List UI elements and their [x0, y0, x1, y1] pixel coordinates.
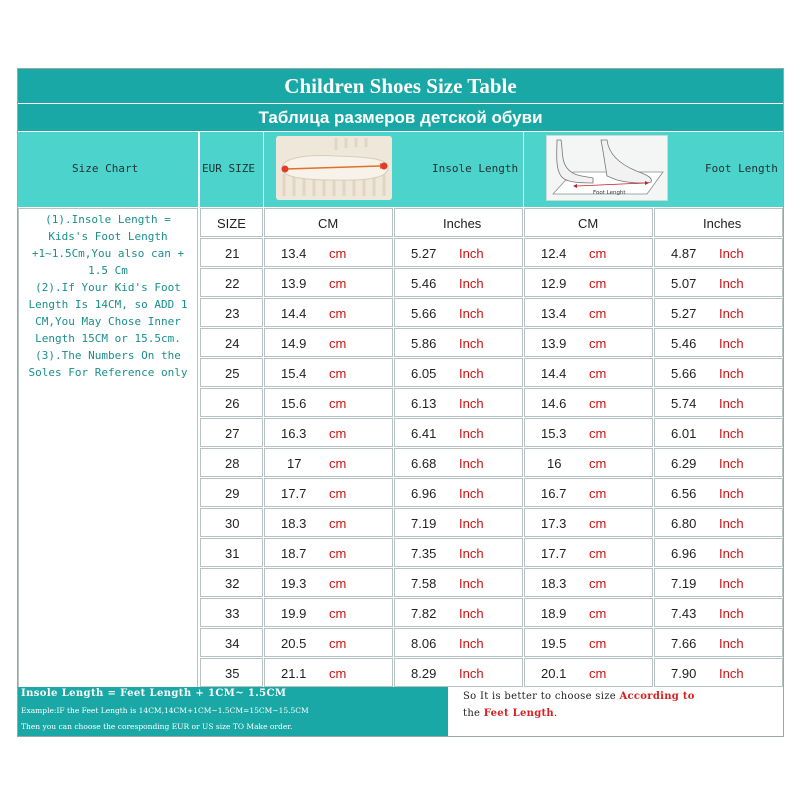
unit-label: Inch — [719, 306, 744, 321]
insole-cm-cell — [264, 418, 393, 447]
insole-in-cell — [394, 598, 523, 627]
measure-value: 19.3 — [281, 576, 307, 591]
unit-label: Inch — [459, 306, 484, 321]
header-eur-size — [200, 132, 264, 207]
foot-in-cell — [654, 268, 783, 297]
measure-value: 17.7 — [281, 486, 307, 501]
foot-in-cell — [654, 238, 783, 267]
table-row — [200, 328, 783, 357]
size-value: 25 — [225, 366, 240, 381]
measure-value: 8.06 — [411, 636, 437, 651]
unit-label: cm — [329, 606, 347, 621]
table-row — [200, 298, 783, 327]
measure-value: 6.29 — [671, 456, 697, 471]
size-value: 31 — [225, 546, 240, 561]
unit-label: Inch — [719, 516, 744, 531]
unit-label: Inch — [719, 546, 744, 561]
table-row — [200, 568, 783, 597]
unit-label: cm — [329, 516, 347, 531]
size-table-frame — [17, 68, 784, 737]
unit-label: cm — [329, 276, 347, 291]
insole-in-cell — [394, 478, 523, 507]
insole-in-cell — [394, 448, 523, 477]
foot-cm-cell — [524, 448, 653, 477]
size-value: 35 — [225, 666, 240, 681]
unit-label: Inch — [719, 336, 744, 351]
unit-label: cm — [329, 396, 347, 411]
footer-tip-emphasis-1: According to — [619, 691, 695, 702]
unit-label: cm — [589, 606, 607, 621]
foot-in-cell — [654, 658, 783, 687]
size-value: 27 — [225, 426, 240, 441]
measure-value: 6.80 — [671, 516, 697, 531]
measure-value: 19.5 — [541, 636, 567, 651]
measure-value: 16.3 — [281, 426, 307, 441]
page-title: Children Shoes Size Table — [18, 69, 783, 103]
measure-value: 18.9 — [541, 606, 567, 621]
insole-in-cell — [394, 628, 523, 657]
size-value: 22 — [225, 276, 240, 291]
measure-value: 5.27 — [671, 306, 697, 321]
size-col-header: SIZE — [200, 208, 263, 237]
insole-cm-cell — [264, 448, 393, 477]
insole-cm-cell — [264, 658, 393, 687]
measure-value: 14.6 — [541, 396, 567, 411]
size-value: 30 — [225, 516, 240, 531]
insole-in-cell — [394, 358, 523, 387]
unit-label: Inch — [459, 546, 484, 561]
measure-value: 7.66 — [671, 636, 697, 651]
eur-size-label: EUR SIZE — [202, 162, 255, 175]
foot-in-cell — [654, 598, 783, 627]
unit-label: cm — [329, 366, 347, 381]
foot-image-caption: Foot Lenght — [593, 190, 626, 196]
unit-label: cm — [589, 546, 607, 561]
unit-label: cm — [589, 486, 607, 501]
unit-label: cm — [589, 336, 607, 351]
table-row — [200, 268, 783, 297]
measure-value: 18.3 — [541, 576, 567, 591]
unit-label: Inch — [459, 486, 484, 501]
size-cell — [200, 388, 263, 417]
unit-label: Inch — [459, 576, 484, 591]
footer-tip-end: . — [554, 708, 558, 719]
unit-label: Inch — [459, 456, 484, 471]
page-subtitle: Таблица размеров детской обуви — [18, 104, 783, 131]
footer-tip-text-2: the — [463, 708, 484, 719]
insole-cm-cell — [264, 568, 393, 597]
unit-label: Inch — [459, 246, 484, 261]
footer-formula: Insole Length = Feet Length + 1CM~ 1.5CM — [21, 688, 287, 699]
table-row — [200, 538, 783, 567]
unit-label: cm — [589, 426, 607, 441]
unit-label: Inch — [459, 636, 484, 651]
unit-label: Inch — [459, 276, 484, 291]
insole-in-cell — [394, 238, 523, 267]
unit-label: Inch — [459, 426, 484, 441]
table-row — [200, 418, 783, 447]
foot-cm-cell — [524, 628, 653, 657]
size-cell — [200, 298, 263, 327]
size-value: 21 — [225, 246, 240, 261]
foot-cm-cell — [524, 238, 653, 267]
measure-value: 13.9 — [281, 276, 307, 291]
insole-length-label: Insole Length — [432, 162, 519, 175]
unit-label: cm — [329, 546, 347, 561]
foot-in-cell — [654, 418, 783, 447]
measure-value: 15.6 — [281, 396, 307, 411]
measure-value: 5.27 — [411, 246, 437, 261]
measure-value: 6.41 — [411, 426, 437, 441]
insole-cm-header: CM — [264, 208, 393, 237]
foot-cm-cell — [524, 658, 653, 687]
measure-value: 5.66 — [411, 306, 437, 321]
foot-inches-header: Inches — [654, 208, 783, 237]
insole-cm-cell — [264, 358, 393, 387]
measure-value: 15.4 — [281, 366, 307, 381]
measure-value: 5.74 — [671, 396, 697, 411]
insole-in-cell — [394, 658, 523, 687]
unit-label: Inch — [459, 606, 484, 621]
unit-label: cm — [589, 276, 607, 291]
measure-value: 20.1 — [541, 666, 567, 681]
measure-value: 13.4 — [541, 306, 567, 321]
size-value: 24 — [225, 336, 240, 351]
measure-value: 5.46 — [671, 336, 697, 351]
footer — [18, 687, 783, 736]
size-cell — [200, 448, 263, 477]
unit-label: cm — [329, 246, 347, 261]
measure-value: 16 — [547, 456, 562, 471]
measure-value: 7.19 — [411, 516, 437, 531]
unit-label: Inch — [459, 516, 484, 531]
measure-value: 6.05 — [411, 366, 437, 381]
size-value: 28 — [225, 456, 240, 471]
measure-value: 7.43 — [671, 606, 697, 621]
unit-label: Inch — [459, 396, 484, 411]
insole-cm-cell — [264, 388, 393, 417]
unit-label: cm — [329, 306, 347, 321]
measure-value: 7.35 — [411, 546, 437, 561]
unit-label: Inch — [719, 276, 744, 291]
table-subheader — [200, 208, 783, 237]
footer-tip — [463, 688, 773, 722]
size-cell — [200, 568, 263, 597]
foot-cm-cell — [524, 568, 653, 597]
foot-in-cell — [654, 388, 783, 417]
unit-label: Inch — [719, 576, 744, 591]
foot-cm-cell — [524, 478, 653, 507]
measure-value: 5.46 — [411, 276, 437, 291]
unit-label: cm — [589, 516, 607, 531]
table-row — [200, 478, 783, 507]
unit-label: cm — [329, 486, 347, 501]
foot-in-cell — [654, 448, 783, 477]
foot-cm-cell — [524, 358, 653, 387]
measure-value: 4.87 — [671, 246, 697, 261]
insole-cm-cell — [264, 328, 393, 357]
unit-label: cm — [589, 396, 607, 411]
measure-value: 6.56 — [671, 486, 697, 501]
footer-formula-box — [18, 687, 448, 736]
foot-cm-cell — [524, 268, 653, 297]
insole-in-cell — [394, 568, 523, 597]
measure-value: 8.29 — [411, 666, 437, 681]
insole-cm-cell — [264, 298, 393, 327]
unit-label: Inch — [719, 366, 744, 381]
measure-value: 14.4 — [281, 306, 307, 321]
foot-cm-cell — [524, 418, 653, 447]
insole-inches-header: Inches — [394, 208, 523, 237]
footer-example-2: Then you can choose the coresponding EUR or US size TO Make order. — [21, 722, 293, 731]
size-cell — [200, 508, 263, 537]
measure-value: 16.7 — [541, 486, 567, 501]
insole-cm-cell — [264, 238, 393, 267]
insole-in-cell — [394, 298, 523, 327]
foot-measure-image — [546, 135, 668, 201]
table-row — [200, 238, 783, 267]
unit-label: Inch — [459, 366, 484, 381]
insole-in-cell — [394, 418, 523, 447]
measure-value: 18.3 — [281, 516, 307, 531]
insole-cm-cell — [264, 478, 393, 507]
measure-value: 15.3 — [541, 426, 567, 441]
unit-label: Inch — [459, 336, 484, 351]
table-row — [200, 448, 783, 477]
unit-label: cm — [329, 576, 347, 591]
foot-in-cell — [654, 568, 783, 597]
measure-value: 7.19 — [671, 576, 697, 591]
foot-in-cell — [654, 508, 783, 537]
footer-example: Example:IF the Feet Length is 14CM,14CM+1CM~1.5CM=15CM~15.5CM — [21, 706, 309, 715]
measure-value: 17 — [287, 456, 302, 471]
insole-image — [276, 136, 392, 200]
table-row — [200, 388, 783, 417]
measure-value: 6.13 — [411, 396, 437, 411]
unit-label: cm — [329, 636, 347, 651]
foot-cm-cell — [524, 388, 653, 417]
foot-cm-cell — [524, 508, 653, 537]
table-row — [200, 508, 783, 537]
unit-label: cm — [329, 336, 347, 351]
foot-length-label: Foot Length — [705, 162, 778, 175]
unit-label: cm — [589, 306, 607, 321]
unit-label: cm — [329, 666, 347, 681]
measure-value: 6.68 — [411, 456, 437, 471]
foot-cm-cell — [524, 538, 653, 567]
size-value: 29 — [225, 486, 240, 501]
header-size-chart — [18, 132, 199, 207]
insole-cm-cell — [264, 268, 393, 297]
unit-label: Inch — [719, 456, 744, 471]
unit-label: cm — [589, 666, 607, 681]
insole-in-cell — [394, 268, 523, 297]
measure-value: 13.9 — [541, 336, 567, 351]
foot-in-cell — [654, 478, 783, 507]
measure-value: 6.96 — [411, 486, 437, 501]
insole-in-cell — [394, 508, 523, 537]
size-value: 26 — [225, 396, 240, 411]
size-value: 32 — [225, 576, 240, 591]
size-chart-label: Size Chart — [72, 162, 139, 175]
unit-label: cm — [589, 456, 607, 471]
unit-label: cm — [329, 426, 347, 441]
measure-value: 13.4 — [281, 246, 307, 261]
measure-value: 19.9 — [281, 606, 307, 621]
unit-label: Inch — [459, 666, 484, 681]
foot-cm-cell — [524, 298, 653, 327]
size-cell — [200, 538, 263, 567]
size-cell — [200, 658, 263, 687]
unit-label: cm — [589, 366, 607, 381]
size-cell — [200, 418, 263, 447]
measure-value: 5.07 — [671, 276, 697, 291]
measure-value: 17.7 — [541, 546, 567, 561]
measure-value: 7.90 — [671, 666, 697, 681]
size-value: 33 — [225, 606, 240, 621]
measure-value: 5.66 — [671, 366, 697, 381]
foot-in-cell — [654, 328, 783, 357]
unit-label: cm — [589, 636, 607, 651]
unit-label: Inch — [719, 426, 744, 441]
insole-cm-cell — [264, 538, 393, 567]
size-cell — [200, 478, 263, 507]
insole-in-cell — [394, 328, 523, 357]
size-cell — [200, 268, 263, 297]
footer-tip-emphasis-2: Feet Length — [483, 708, 554, 719]
measure-value: 6.96 — [671, 546, 697, 561]
measure-value: 12.9 — [541, 276, 567, 291]
foot-in-cell — [654, 298, 783, 327]
insole-in-cell — [394, 538, 523, 567]
foot-cm-cell — [524, 598, 653, 627]
unit-label: cm — [589, 576, 607, 591]
measure-value: 5.86 — [411, 336, 437, 351]
size-note: (1).Insole Length = Kids's Foot Length +1~1.5Cm,You also can + 1.5 Cm (2).If Your Kid's Foot Length Is 14CM, so ADD 1 CM,You May Chose Inner Length 15CM or 15.5cm. (3).The Numbers On the Soles For Reference only — [18, 208, 198, 688]
unit-label: cm — [329, 456, 347, 471]
foot-in-cell — [654, 538, 783, 567]
measure-value: 20.5 — [281, 636, 307, 651]
measure-value: 12.4 — [541, 246, 567, 261]
unit-label: Inch — [719, 486, 744, 501]
table-row — [200, 358, 783, 387]
footer-tip-text-1: So It is better to choose size — [463, 691, 620, 702]
unit-label: Inch — [719, 396, 744, 411]
foot-in-cell — [654, 358, 783, 387]
measure-value: 21.1 — [281, 666, 307, 681]
size-cell — [200, 328, 263, 357]
measure-value: 7.58 — [411, 576, 437, 591]
size-value: 23 — [225, 306, 240, 321]
measure-value: 6.01 — [671, 426, 697, 441]
unit-label: Inch — [719, 606, 744, 621]
unit-label: Inch — [719, 666, 744, 681]
size-cell — [200, 628, 263, 657]
measure-value: 18.7 — [281, 546, 307, 561]
insole-cm-cell — [264, 598, 393, 627]
size-cell — [200, 358, 263, 387]
unit-label: Inch — [719, 246, 744, 261]
unit-label: Inch — [719, 636, 744, 651]
measure-value: 14.4 — [541, 366, 567, 381]
size-cell — [200, 598, 263, 627]
table-row — [200, 628, 783, 657]
measure-value: 17.3 — [541, 516, 567, 531]
measure-value: 14.9 — [281, 336, 307, 351]
insole-cm-cell — [264, 628, 393, 657]
table-row — [200, 598, 783, 627]
insole-in-cell — [394, 388, 523, 417]
insole-cm-cell — [264, 508, 393, 537]
foot-in-cell — [654, 628, 783, 657]
size-value: 34 — [225, 636, 240, 651]
foot-cm-header: CM — [524, 208, 653, 237]
size-cell — [200, 238, 263, 267]
foot-cm-cell — [524, 328, 653, 357]
table-row — [200, 658, 783, 687]
unit-label: cm — [589, 246, 607, 261]
measure-value: 7.82 — [411, 606, 437, 621]
